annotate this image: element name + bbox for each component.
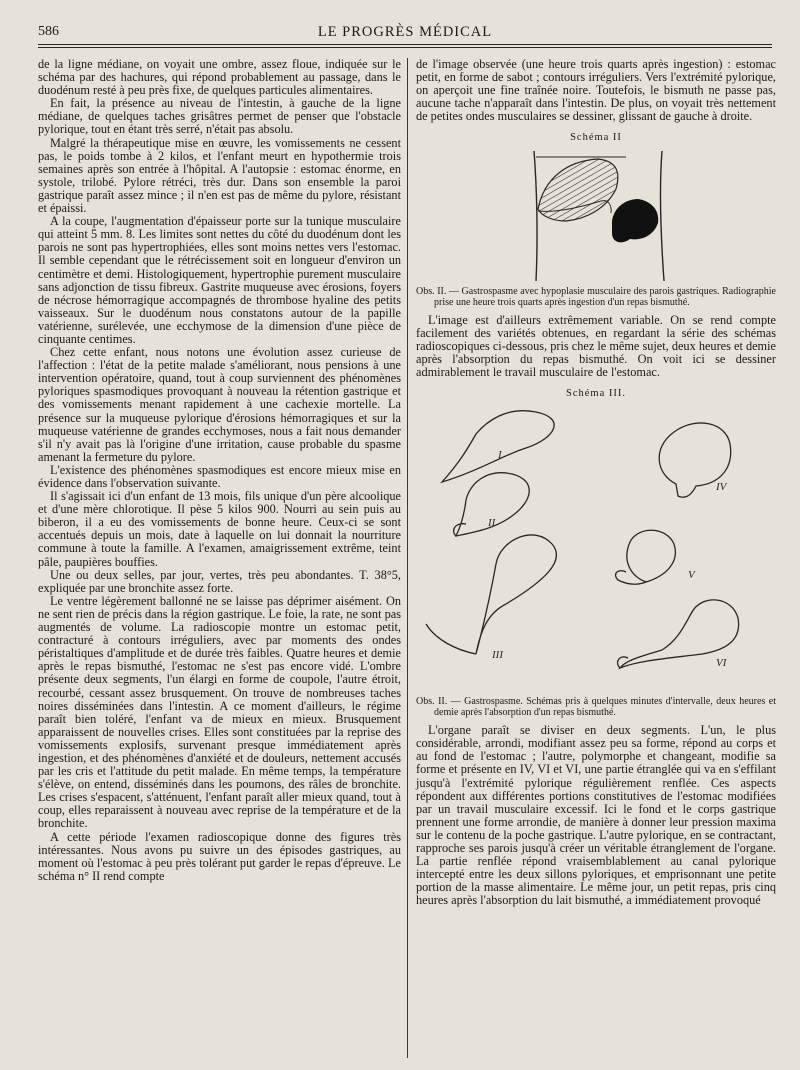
paragraph: L'existence des phénomènes spasmodiques est encore mieux mise en évidence dans l'observation suivante. [38, 462, 401, 490]
paragraph: A la coupe, l'augmentation d'épaisseur porte sur la tunique musculaire qui atteint 5 mm. 8. Les limites sont nettes du côté du duodénum dont les parois ne sont pas hypertrophiées, elles sont moins nettes vers l'estomac. Il semble cependant que le rétrécissement soit en longueur d'environ un centimètre et demi. Histologiquement, hypertrophie purement musculaire sans adjonction de tissu fibreux. Gastrite muqueuse avec érosions, foyers de nécrose hémorragique accompagnés de thrombose hyaline des petits vaisseaux. Sur le duodénum nous constatons autour de la papille vatérienne, surélevée, une ecchymose de la dimension d'une pièce de cinquante centimes. [38, 214, 401, 346]
paragraph: de l'image observée (une heure trois quarts après ingestion) : estomac petit, en forme de sabot ; contours irréguliers. Vers l'extrémité pylorique, on aperçoit une fine traînée noire. Toutefois, le bismuth ne passe pas, aucune tache n'apparaît dans l'intestin. De plus, on voyait très nettement de petites ondes musculaires se dessiner, glissant de gauche à droite. [416, 57, 776, 124]
paragraph: En fait, la présence au niveau de l'intestin, à gauche de la ligne médiane, de quelques taches grisâtres permet de penser que l'obstacle pylorique, tout en étant très serré, n'était pas absolu. [38, 96, 401, 137]
figure-caption: Obs. II. — Gastrospasme. Schémas pris à quelques minutes d'intervalle, deux heures et demie après l'absorption d'un repas bismuthé. [416, 696, 776, 719]
paragraph: de la ligne médiane, on voyait une ombre, assez floue, indiquée sur le schéma par des hachures, qui répond probablement au passage, dans le duodénum resté à peu près fixe, de quelques particules alimentaires. [38, 57, 401, 98]
label-II: II [488, 517, 496, 530]
stomach-outline-III [476, 535, 556, 654]
schema-2-drawing [416, 149, 776, 284]
paragraph: Le ventre légèrement ballonné ne se laisse pas déprimer aisément. On ne sent rien de précis dans la région gastrique. Le foie, la rate, ne sont pas augmentés de volume. La radioscopie montre un estomac petit, contracturé à contours irréguliers, avec par moments des ondes péristaltiques d'amplitude et de durée très faibles. Quatre heures et demie après le repas bismuthé, l'estomac ne s'est pas encore vidé. L'ombre présente deux segments, l'un élargi en forme de coupole, l'autre étroit, recourbé, cessant assez brusquement. On trouve de nombreuses taches noires disséminées dans l'intestin. A ce moment d'ailleurs, le régime paraît bien toléré, l'enfant va de mieux en mieux. Brusquement apparaissent de nouvelles crises. Elles sont constituées par la reprise des vomissements explosifs, survenant presque immédiatement après ingestion, et des phénomènes d'anxiété et de douleurs, nettement accusés par les cris et l'attitude du petit malade. En même temps, la température s'élève, on entend, disséminés dans les poumons, des râles de bronchite. Les crises s'espacent, s'atténuent, l'enfant paraît aller mieux quand, tout à coup, elles reparaissent à nouveau avec reprise de la température et de la bronchite. [38, 593, 401, 831]
figure-schema-2 [416, 131, 776, 307]
paragraph: L'image est d'ailleurs extrêmement variable. On se rend compte facilement des variétés obtenues, en regardant la série des schémas radioscopiques ci-dessous, pris chez le même sujet, deux heures et demie après l'absorption du repas bismuthé. On voit ici se dessiner admirablement le travail musculaire de l'estomac. [416, 312, 776, 379]
spine-outline-right [661, 151, 664, 281]
label-IV: IV [716, 481, 727, 494]
figure-caption: Obs. II. — Gastrospasme avec hypoplasie musculaire des parois gastriques. Radiographie prise une heure trois quarts après ingestion d'un repas bismuthé. [416, 285, 776, 308]
figure-schema-3 [416, 387, 776, 718]
right-column [416, 58, 776, 907]
header-rule [38, 44, 772, 45]
page-number: 586 [38, 24, 59, 39]
stomach-outline-V [627, 530, 676, 582]
paragraph: Une ou deux selles, par jour, vertes, très peu abondantes. T. 38°5, expliquée par une bronchite assez forte. [38, 567, 401, 595]
label-III: III [492, 649, 503, 662]
left-column [38, 58, 401, 883]
header-rule-double [38, 47, 772, 48]
stomach-shadow [612, 199, 658, 242]
paragraph: Malgré la thérapeutique mise en œuvre, les vomissements ne cessent pas, le poids tombe à 2 kilos, et l'enfant meurt en hypothermie trois semaines après son entrée à l'hôpital. A l'autopsie : estomac énorme, en systole, trilobé. Pylore rétréci, très dur. Dans son ensemble la paroi gastrique paraît assez mince ; il n'en est pas de même du pylore, résistant et épaissi. [38, 135, 401, 216]
paragraph: Chez cette enfant, nous notons une évolution assez curieuse de l'affection : l'état de la petite malade s'améliorant, nous pensions à une intervention opératoire, quand, tout à coup surviennent des phénomènes pyloriques spasmodiques provoquant à nouveau la rétention gastrique et des vomissements menant rapidement à une cachexie mortelle. La présence sur la muqueuse pylorique d'érosions hémorragiques et sur la muqueuse vatérienne de grandes ecchymoses, nous a fait nous demander s'il n'y avait pas là l'origine d'une irritation, cause probable du spasme amenant la fermeture du pylore. [38, 345, 401, 464]
figure-title: Schéma III. [566, 388, 626, 400]
schema-3-drawing [416, 404, 776, 694]
paragraph: A cette période l'examen radioscopique donne des figures très intéressantes. Nous avons pu suivre un des épisodes gastriques, au moment où l'estomac à peu près tolérant put garder le repas d'épreuve. Le schéma n° II rend compte [38, 829, 401, 883]
label-I: I [498, 449, 502, 462]
running-header [38, 18, 772, 40]
stomach-outline-V-pylorus [616, 571, 646, 584]
journal-title: LE PROGRÈS MÉDICAL [317, 24, 493, 40]
label-V: V [688, 569, 695, 582]
stomach-outline-III-tail [426, 624, 476, 654]
paragraph: L'organe paraît se diviser en deux segments. L'un, le plus considérable, arrondi, modifiant assez peu sa forme, répond au corps et au fond de l'estomac ; l'autre, polymorphe et changeant, modifie sa forme et présente en IV, VI et VI, une partie étranglée qui va en s'effilant jusqu'à l'extrémité pylorique régulièrement renflée. Ces aspects répondent aux différentes portions constitutives de l'estomac modifiées par un travail musculaire excessif. Ici le fond et le corps gastrique prennent une forme arrondie, de manière à donner leur pression maxima sur le contenu de la poche gastrique. L'autre pylorique, en se contractant, rapproche ses parois jusqu'à créer un véritable étranglement de l'organe. La partie renflée répond vraisemblablement au canal pylorique intercepté entre les deux sillons pyloriques, et emprisonnant une petite portion de la masse alimentaire. Le même jour, un petit repas, pris cinq heures après l'absorption du lait bismuthé, a immédiatement provoqué [416, 723, 776, 908]
paragraph: Il s'agissait ici d'un enfant de 13 mois, fils unique d'un père alcoolique et d'une mère chlorotique. Il pèse 5 kilos 900. Nourri au sein puis au biberon, il a eu des vomissements de bonne heure. Ceux-ci se sont accentués depuis un mois, date à laquelle on lui donnait la nourriture commune à toute la famille. A l'examen, amaigrissement extrême, teint pâle, paupières bouffies. [38, 489, 401, 569]
spine-outline-left [534, 151, 537, 281]
stomach-outline-I [442, 411, 554, 482]
figure-title: Schéma II [570, 132, 622, 144]
column-separator [407, 58, 408, 1058]
label-VI: VI [716, 657, 727, 670]
